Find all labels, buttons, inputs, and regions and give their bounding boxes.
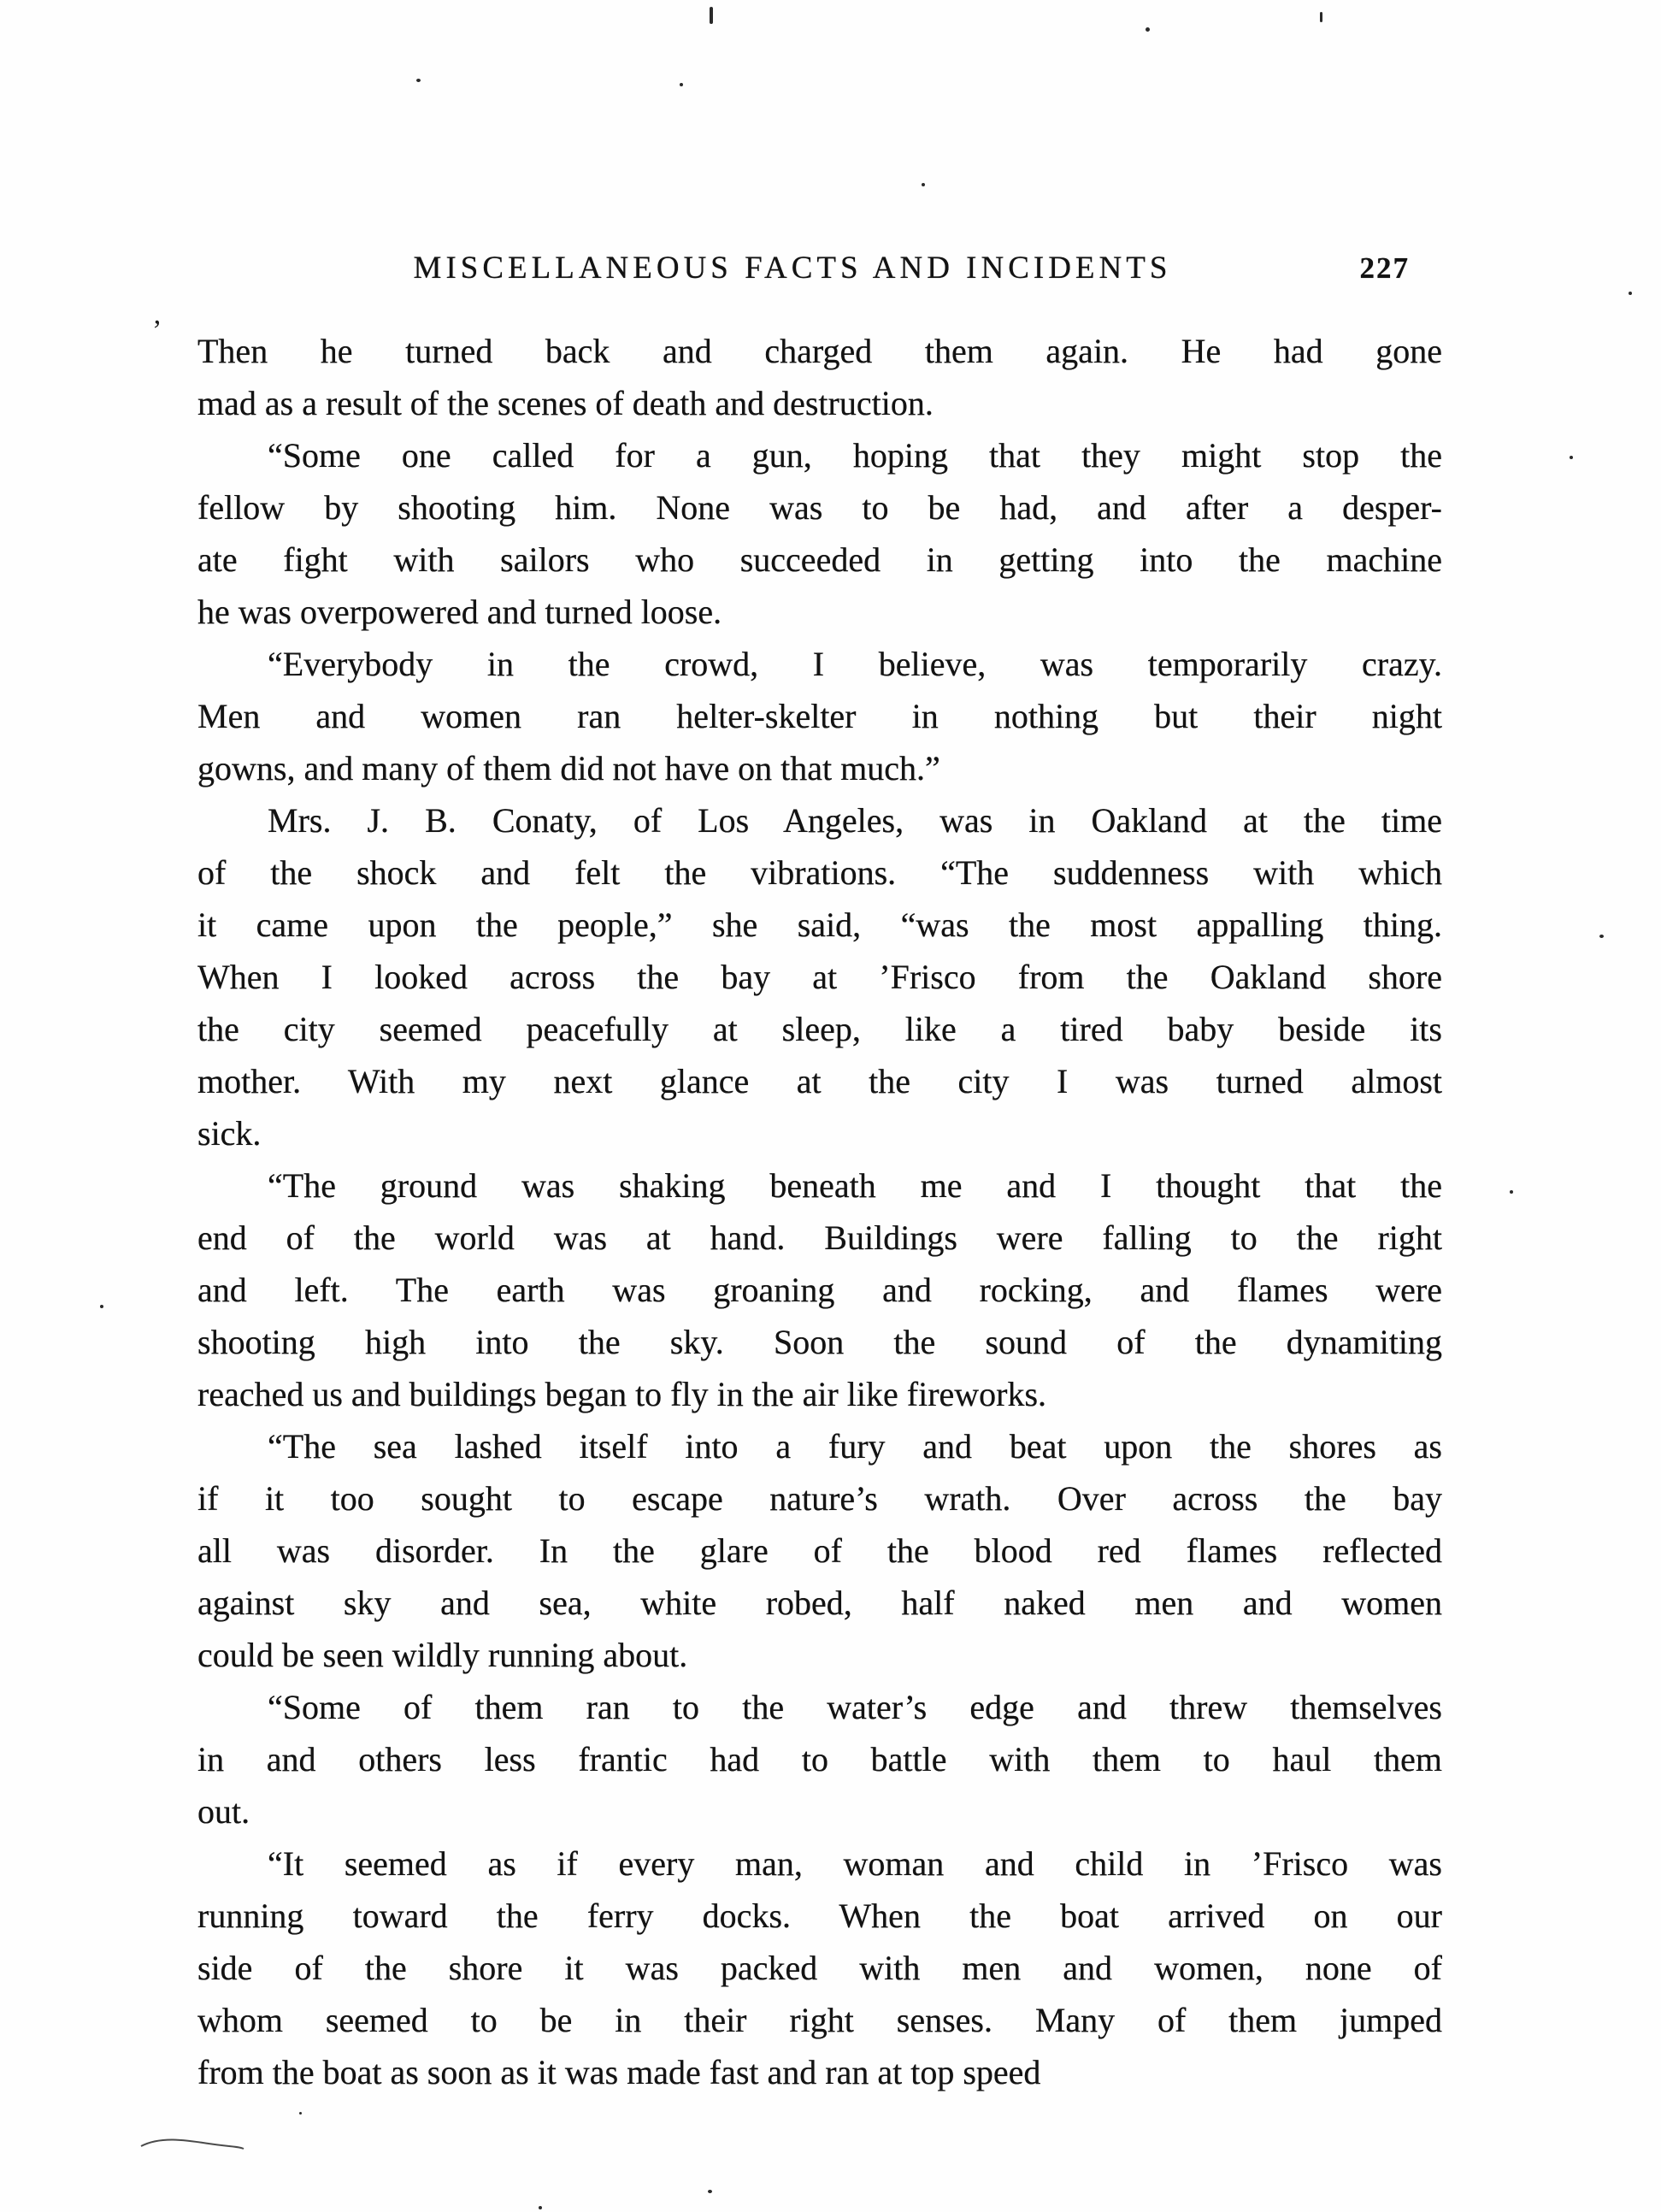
text-line: reached us and buildings began to fly in the air like fireworks. bbox=[197, 1375, 1047, 1413]
page-header bbox=[197, 250, 1442, 292]
text-line: “The sea lashed itself into a fury and beat upon the shores as bbox=[268, 1427, 1442, 1466]
scan-speck bbox=[922, 183, 925, 186]
scan-speck bbox=[1570, 456, 1573, 459]
scan-speck bbox=[1146, 27, 1150, 32]
text-line: Mrs. J. B. Conaty, of Los Angeles, was in Oakland at the time bbox=[268, 801, 1442, 840]
scan-speck bbox=[710, 7, 713, 24]
text-line: in and others less frantic had to battle with them to haul them bbox=[197, 1740, 1442, 1778]
text-line: gowns, and many of them did not have on that much.” bbox=[197, 749, 940, 787]
text-line: against sky and sea, white robed, half naked men and women bbox=[197, 1584, 1442, 1622]
scan-speck bbox=[416, 79, 421, 82]
text-line: if it too sought to escape nature’s wrath. Over across the bay bbox=[197, 1479, 1442, 1518]
text-line: mad as a result of the scenes of death and destruction. bbox=[197, 384, 934, 422]
scan-speck bbox=[1320, 12, 1322, 22]
text-line: whom seemed to be in their right senses. Many of them jumped bbox=[197, 2001, 1442, 2039]
text-line: running toward the ferry docks. When the boat arrived on our bbox=[197, 1896, 1442, 1935]
text-line: sick. bbox=[197, 1114, 262, 1153]
scan-speck bbox=[1629, 292, 1632, 295]
paragraph bbox=[197, 638, 1442, 794]
pencil-squiggle-mark bbox=[137, 2133, 248, 2155]
paragraph bbox=[197, 1681, 1442, 1837]
text-line: from the boat as soon as it was made fast and ran at top speed bbox=[197, 2053, 1041, 2091]
text-line: could be seen wildly running about. bbox=[197, 1636, 688, 1674]
text-line: “Everybody in the crowd, I believe, was temporarily crazy. bbox=[268, 645, 1442, 683]
text-line: it came upon the people,” she said, “was the most appalling thing. bbox=[197, 905, 1442, 944]
scan-speck bbox=[100, 1305, 103, 1308]
scan-speck bbox=[299, 2112, 302, 2115]
text-line: When I looked across the bay at ’Frisco from the Oakland shore bbox=[197, 958, 1442, 996]
text-line: Men and women ran helter-skelter in nothing but their night bbox=[197, 697, 1442, 735]
text-block bbox=[197, 250, 1442, 2098]
paragraph bbox=[197, 1837, 1442, 2098]
scan-speck bbox=[680, 83, 683, 86]
text-line: end of the world was at hand. Buildings were falling to the right bbox=[197, 1218, 1442, 1257]
text-line: side of the shore it was packed with men and women, none of bbox=[197, 1949, 1442, 1987]
text-line: and left. The earth was groaning and rocking, and flames were bbox=[197, 1271, 1442, 1309]
paragraph bbox=[197, 1159, 1442, 1420]
paragraph bbox=[197, 429, 1442, 638]
page-body bbox=[197, 325, 1442, 2098]
scan-speck bbox=[1599, 935, 1604, 938]
text-line: shooting high into the sky. Soon the sound of the dynamiting bbox=[197, 1323, 1442, 1361]
text-line: “Some of them ran to the water’s edge and threw themselves bbox=[268, 1688, 1442, 1726]
scan-speck bbox=[1510, 1190, 1513, 1194]
text-line: ate fight with sailors who succeeded in getting into the machine bbox=[197, 540, 1442, 579]
text-line: all was disorder. In the glare of the blood red flames reflected bbox=[197, 1531, 1442, 1570]
text-line: the city seemed peacefully at sleep, like a tired baby beside its bbox=[197, 1010, 1442, 1048]
text-line: “It seemed as if every man, woman and child in ’Frisco was bbox=[268, 1844, 1442, 1883]
text-line: of the shock and felt the vibrations. “The suddenness with which bbox=[197, 853, 1442, 892]
scan-speck bbox=[708, 2190, 712, 2193]
stray-ink-mark: ’ bbox=[152, 315, 162, 346]
text-line: mother. With my next glance at the city I was turned almost bbox=[197, 1062, 1442, 1100]
text-line: he was overpowered and turned loose. bbox=[197, 593, 722, 631]
scan-speck bbox=[539, 2206, 542, 2209]
paragraph bbox=[197, 794, 1442, 1159]
page-number: 227 bbox=[1359, 251, 1410, 285]
text-line: out. bbox=[197, 1792, 250, 1831]
paragraph bbox=[197, 325, 1442, 429]
text-line: “Some one called for a gun, hoping that they might stop the bbox=[268, 436, 1442, 475]
text-line: Then he turned back and charged them again. He had gone bbox=[197, 332, 1442, 370]
text-line: “The ground was shaking beneath me and I thought that the bbox=[268, 1166, 1442, 1205]
running-head-title: MISCELLANEOUS FACTS AND INCIDENTS bbox=[413, 251, 1172, 286]
paragraph bbox=[197, 1420, 1442, 1681]
text-line: fellow by shooting him. None was to be had, and after a desper- bbox=[197, 488, 1442, 527]
